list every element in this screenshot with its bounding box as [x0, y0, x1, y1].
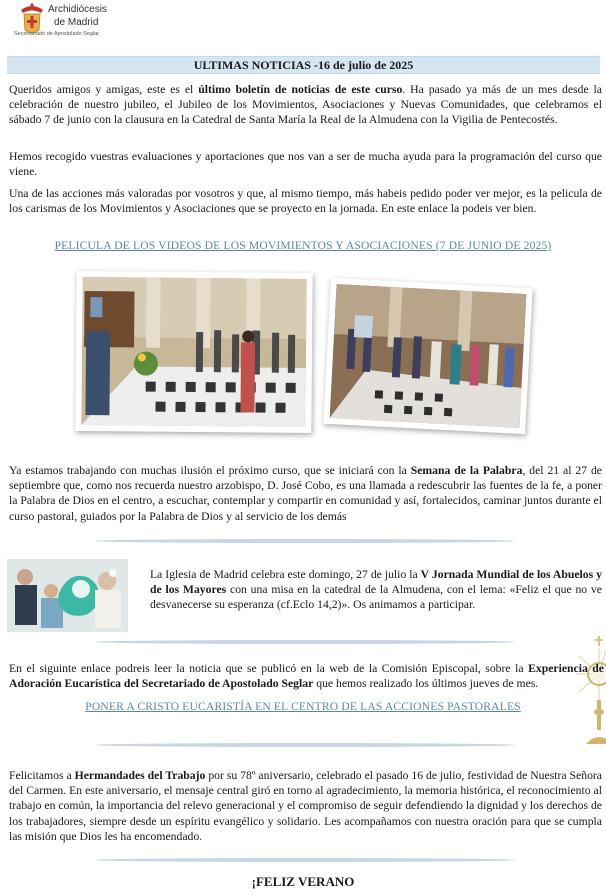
grandparents-bold: V Jornada Mundial de los Abuelos y de los Mayores	[150, 568, 603, 597]
newsletter-title: ULTIMAS NOTICIAS -16 de julio de 2025	[7, 56, 600, 74]
word-week-text-start: Ya estamos trabajando con muchas ilusión el próximo curso, que se iniciará con la	[9, 464, 411, 477]
intro-text-end: . Ha pasado ya más de un mes desde la celebración de nuestro jubileo, el Jubileo de los Movimientos, Asociaciones y Nuevas Comunidades, que celebramos el sábado 7 de junio con la clausura en la Catedral de Santa María la Real de la Almudena con la Vigilia de Pentecostés.	[9, 83, 602, 127]
intro-text-start: Queridos amigos y amigas, este es el	[9, 83, 199, 96]
adoration-link[interactable]: PONER A CRISTO EUCARISTÍA EN EL CENTRO DE LAS ACCIONES PASTORALES	[85, 700, 521, 713]
film-paragraph: Una de las acciones más valoradas por vosotros y que, al mismo tiempo, más habeis pedido poder ver mejor, es la pelicula de los carismas de los Movimientos y Asociaciones que se proyecto en la jornada. En este enlace la podeis ver bien.	[9, 187, 602, 216]
intro-paragraph	[9, 82, 602, 128]
word-week-paragraph	[9, 463, 602, 524]
adoration-text-end: que hemos realizado los últimos jueves de mes.	[313, 677, 539, 691]
section-divider	[95, 639, 515, 645]
hermandades-bold: Hermandades del Trabajo	[74, 769, 206, 782]
org-subtitle: Secretariado de Apostolado Seglar	[14, 31, 100, 37]
adoration-paragraph	[9, 661, 604, 691]
grandparents-paragraph	[150, 567, 602, 613]
archdiocese-logo	[14, 2, 154, 40]
evaluations-paragraph: Hemos recogido vuestras evaluaciones y aportaciones que nos van a ser de mucha ayuda para la programación del curso que viene.	[9, 150, 602, 179]
adoration-text-start: En el siguinte enlace podreis leer la noticia que se publicó en la web de la Comisión Episcopal, sobre la	[9, 662, 529, 675]
org-name-line2: de Madrid	[54, 17, 99, 28]
closing-greeting: ¡FELIZ VERANO	[251, 874, 355, 889]
hermandades-paragraph	[9, 768, 602, 844]
film-link[interactable]: PELICULA DE LOS VIDEOS DE LOS MOVIMIENTOS Y ASOCIACIONES (7 DE JUNIO DE 2025)	[54, 239, 552, 252]
word-week-bold: Semana de la Palabra	[410, 464, 523, 477]
section-divider	[95, 857, 515, 863]
adoration-bold: Experiencia de Adoración Eucarística del Secretariado de Apostolado Seglar	[9, 662, 604, 691]
hermandades-text-end: por su 78º aniversario, celebrado el pasado 16 de julio, festividad de Nuestra Señora del Carmen. En este aniversario, el mensaje central giró en torno al agradecimiento, la memoria histórica, el reconocimiento al trabajo en común, la importancia del relevo generacional y el compromiso de seguir defendiendo la dignidad y los derechos de los trabajadores, siempre desde un espíritu evangélico y solidario. Les acompañamos con nuestra oración para que se cumpla las misión que Dios les ha encomendado.	[9, 769, 602, 843]
grandparents-text-start: La Iglesia de Madrid celebra este domingo, 27 de julio la	[150, 568, 421, 581]
hermandades-text-start: Felicitamos a	[9, 769, 75, 782]
cathedral-photo-2	[323, 278, 532, 434]
section-divider	[95, 742, 515, 748]
grandparents-text-end: con una misa en la catedral de la Almudena, con el lema: «Feliz el que no ve desvanecerse su esperanza (cf.Eclo 14,2)». Os animamos a participar.	[150, 583, 602, 612]
intro-bold: último boletín de noticias de este curso	[198, 83, 403, 96]
word-week-text-end: , del 21 al 27 de septiembre que, como nos recuerda nuestro arzobispo, D. José Cobo, es una llamada a redescubrir las fuentes de la fe, a poner la Palabra de Dios en el centro, a escuchar, contemplar y compartir en comunidad y así, fortalecidos, caminar juntos durante el curso pastoral, guiados por la Palabra de Dios y al servicio de los demás	[9, 464, 602, 523]
org-name-line1: Archidiócesis	[48, 4, 107, 15]
monstrance-icon	[574, 636, 606, 748]
grandparents-day-image	[7, 559, 128, 632]
cathedral-photo-1	[75, 271, 312, 433]
section-divider	[95, 538, 515, 544]
